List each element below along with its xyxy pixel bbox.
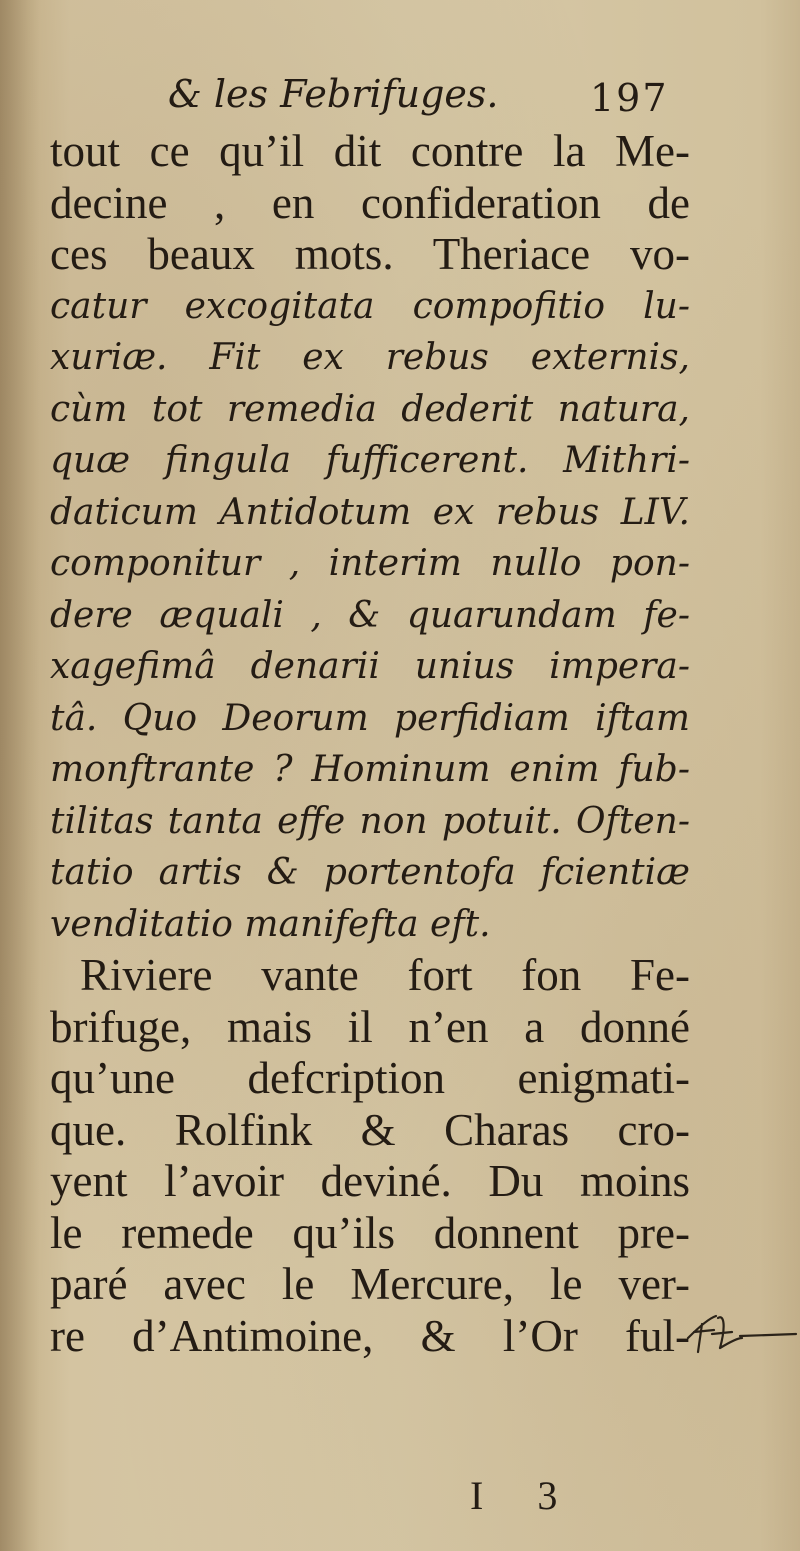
handwritten-margin-mark — [680, 1308, 798, 1358]
text-line: cùm tot remedia dederit natura, — [50, 388, 690, 430]
text-line: que. Rolfink & Charas cro- — [50, 1104, 690, 1155]
text-line: decine , en confideration de — [50, 177, 690, 228]
text-line: venditatio manifefta eft. — [50, 903, 491, 945]
text-body — [50, 126, 690, 1362]
page-number: 197 — [590, 76, 669, 120]
text-line: Riviere vante fort fon Fe- — [80, 950, 690, 1000]
text-line: le remede qu’ils donnent pre- — [50, 1207, 690, 1258]
running-title: & les Febrifuges. — [168, 72, 499, 116]
text-line: xagefimâ denarii unius impera- — [50, 646, 690, 687]
text-line: daticum Antidotum ex rebus LIV. — [50, 491, 690, 533]
page-gutter-shadow — [0, 0, 40, 1551]
text-line: ces beaux mots. Theriace vo- — [50, 229, 690, 279]
text-line: tilitas tanta effe non potuit. Often- — [50, 800, 690, 842]
text-line: tout ce qu’il dit contre la Me- — [50, 126, 690, 176]
signature-mark: I 3 — [470, 1473, 580, 1518]
text-line: catur excogitata compofitio lu- — [50, 285, 690, 327]
text-line: yent l’avoir deviné. Du moins — [50, 1156, 690, 1206]
text-line: monftrante ? Hominum enim fub- — [50, 749, 690, 790]
text-line: componitur , interim nullo pon- — [50, 543, 690, 584]
text-line: paré avec le Mercure, le ver- — [50, 1259, 690, 1309]
text-line: xuriæ. Fit ex rebus externis, — [50, 337, 690, 378]
text-line: qu’une defcription enigmati- — [50, 1053, 690, 1103]
page-header — [0, 62, 800, 132]
text-line: dere æquali , & quarundam fe- — [50, 594, 690, 636]
text-line: tâ. Quo Deorum perfidiam iftam — [50, 697, 690, 739]
text-line: tatio artis & portentofa fcientiæ — [50, 852, 690, 893]
text-line: brifuge, mais il n’en a donné — [50, 1001, 690, 1052]
text-line: quæ fingula fufficerent. Mithri- — [50, 440, 690, 481]
text-line: re d’Antimoine, & l’Or ful- — [50, 1310, 690, 1361]
